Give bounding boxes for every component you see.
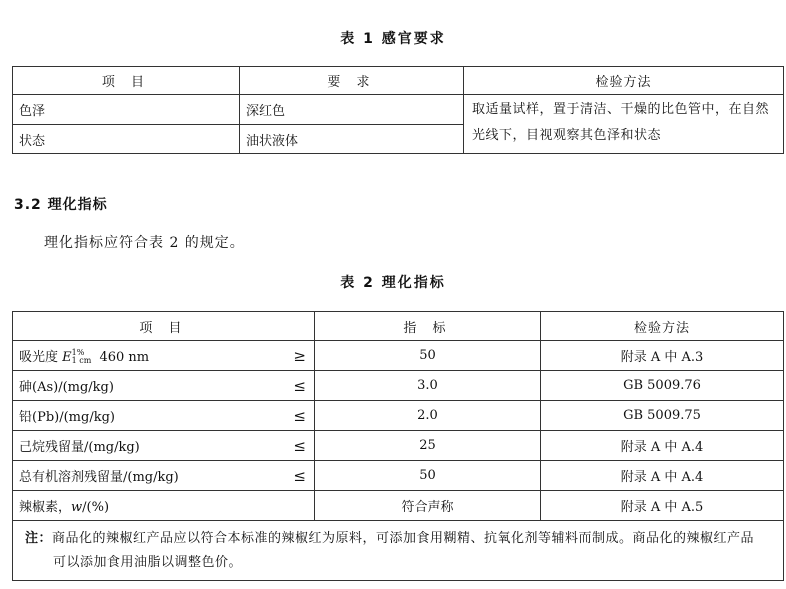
indicator-value: 2.0 (315, 401, 541, 431)
method-value: 附录 A 中 A.4 (541, 461, 784, 491)
indicator-value: 50 (315, 461, 541, 491)
note-label: 注： (25, 530, 53, 546)
table-row (13, 401, 784, 431)
comparison-symbol: ≤ (293, 376, 306, 395)
note-text: 商品化的辣椒红产品应以符合本标准的辣椒红为原料，可添加食用糊精、抗氧化剂等辅料而制成。商品化的辣椒红产品可以添加食用油脂以调整色价。 (52, 530, 755, 570)
table2-header-indicator: 指 标 (315, 312, 541, 341)
table-row (13, 371, 784, 401)
table1-title: 表 1 感官要求 (340, 31, 446, 47)
comparison-symbol: ≤ (293, 406, 306, 425)
table-row (13, 491, 784, 521)
method-value: 附录 A 中 A.5 (541, 491, 784, 521)
table2-title: 表 2 理化指标 (340, 275, 446, 291)
method-value: 附录 A 中 A.3 (541, 341, 784, 371)
comparison-symbol: ≤ (293, 436, 306, 455)
item-cell: 铅(Pb)/(mg/kg) ≤ (13, 401, 315, 431)
table2-header-item: 项 目 (13, 312, 315, 341)
indicator-value: 25 (315, 431, 541, 461)
sensory-requirements-table (12, 66, 784, 154)
table2-header-method: 检验方法 (541, 312, 784, 341)
table-row (13, 461, 784, 491)
method-value: 附录 A 中 A.4 (541, 431, 784, 461)
table1-row-item: 状态 (13, 125, 240, 154)
table-row (13, 341, 784, 371)
table-note (13, 521, 784, 581)
indicator-value: 符合声称 (315, 491, 541, 521)
physicochemical-table (12, 311, 784, 581)
table1-row-requirement: 油状液体 (240, 125, 464, 154)
table1-row-requirement: 深红色 (240, 95, 464, 125)
item-cell: 总有机溶剂残留量/(mg/kg) ≤ (13, 461, 315, 491)
note-row (13, 521, 784, 581)
table-row (13, 431, 784, 461)
table1-row-item: 色泽 (13, 95, 240, 125)
comparison-symbol: ≤ (293, 466, 306, 485)
table1-header-requirement: 要 求 (240, 67, 464, 95)
item-cell: 己烷残留量/(mg/kg) ≤ (13, 431, 315, 461)
comparison-symbol: ≥ (293, 346, 306, 365)
method-value: GB 5009.75 (541, 401, 784, 431)
table1-header-item: 项 目 (13, 67, 240, 95)
section-heading: 3.2 理化指标 (14, 197, 108, 213)
capsaicin-item: 辣椒素，w/(%) (13, 491, 315, 521)
indicator-value: 50 (315, 341, 541, 371)
absorbance-item: 吸光度 E 1% 1 cm 460 nm ≥ (13, 341, 315, 371)
section-paragraph: 理化指标应符合表 2 的规定。 (44, 235, 245, 251)
method-value: GB 5009.76 (541, 371, 784, 401)
table1-method-cell: 取适量试样，置于清洁、干燥的比色管中，在自然光线下，目视观察其色泽和状态 (464, 95, 784, 154)
table1-header-method: 检验方法 (464, 67, 784, 95)
indicator-value: 3.0 (315, 371, 541, 401)
item-cell: 砷(As)/(mg/kg) ≤ (13, 371, 315, 401)
